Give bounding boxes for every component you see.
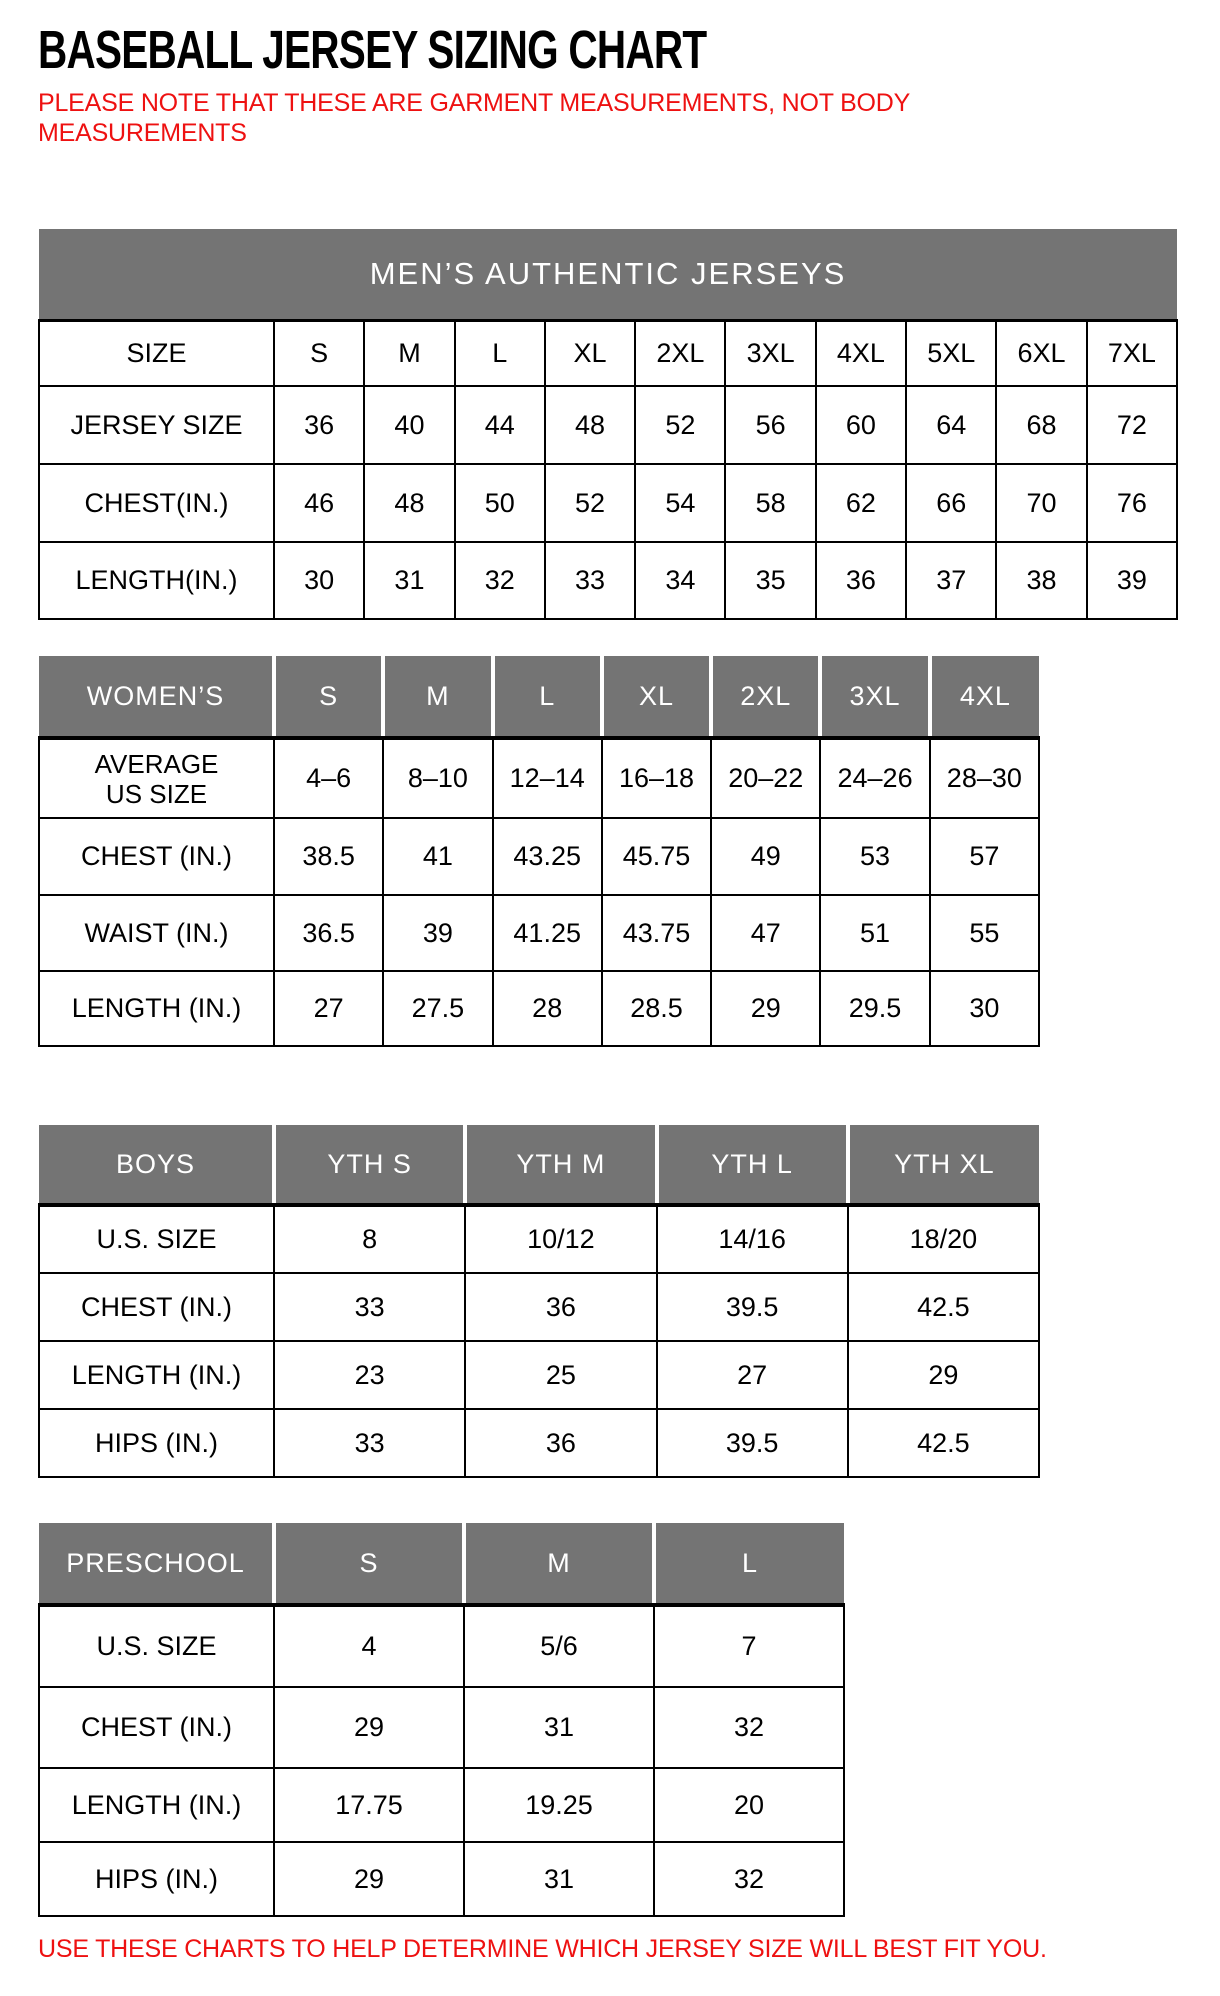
- size-value-cell: 48: [545, 386, 635, 464]
- size-value-cell: 43.75: [602, 895, 711, 971]
- size-value-cell: 57: [930, 818, 1039, 895]
- size-value-cell: 32: [455, 542, 545, 619]
- sizing-table: [38, 1523, 845, 1917]
- size-value-cell: 29: [274, 1842, 464, 1916]
- column-header: L: [654, 1523, 844, 1605]
- size-value-cell: 39: [383, 895, 492, 971]
- size-value-cell: 27: [274, 971, 383, 1046]
- group-header-label: WOMEN’S: [39, 656, 274, 738]
- size-value-cell: 2XL: [635, 320, 725, 386]
- size-value-cell: 5XL: [906, 320, 996, 386]
- size-value-cell: 4XL: [816, 320, 906, 386]
- size-value-cell: 52: [545, 464, 635, 542]
- size-value-cell: 52: [635, 386, 725, 464]
- column-header: L: [493, 656, 602, 738]
- size-value-cell: 72: [1087, 386, 1177, 464]
- size-value-cell: 19.25: [464, 1768, 654, 1842]
- size-value-cell: 7XL: [1087, 320, 1177, 386]
- size-value-cell: 36: [274, 386, 364, 464]
- size-value-cell: 36: [465, 1273, 656, 1341]
- table-row: [39, 464, 1177, 542]
- size-value-cell: 38: [996, 542, 1086, 619]
- size-value-cell: 35: [725, 542, 815, 619]
- size-value-cell: 44: [455, 386, 545, 464]
- size-value-cell: 17.75: [274, 1768, 464, 1842]
- size-value-cell: 5/6: [464, 1605, 654, 1687]
- size-value-cell: 43.25: [493, 818, 602, 895]
- table-row: [39, 1842, 844, 1916]
- size-value-cell: 4–6: [274, 738, 383, 818]
- size-value-cell: 76: [1087, 464, 1177, 542]
- row-label: LENGTH (IN.): [39, 1341, 274, 1409]
- table-row: [39, 320, 1177, 386]
- size-value-cell: 25: [465, 1341, 656, 1409]
- table-row: [39, 1687, 844, 1768]
- size-value-cell: 33: [545, 542, 635, 619]
- size-value-cell: 40: [364, 386, 454, 464]
- size-value-cell: 30: [274, 542, 364, 619]
- size-value-cell: 62: [816, 464, 906, 542]
- size-value-cell: 27.5: [383, 971, 492, 1046]
- size-value-cell: 33: [274, 1273, 465, 1341]
- size-value-cell: 39.5: [657, 1273, 848, 1341]
- size-value-cell: 6XL: [996, 320, 1086, 386]
- table-row: [39, 1605, 844, 1687]
- size-value-cell: M: [364, 320, 454, 386]
- size-value-cell: 48: [364, 464, 454, 542]
- size-value-cell: 68: [996, 386, 1086, 464]
- size-value-cell: 46: [274, 464, 364, 542]
- page-title: BASEBALL JERSEY SIZING CHART: [38, 20, 707, 80]
- row-label: CHEST (IN.): [39, 818, 274, 895]
- size-value-cell: 49: [711, 818, 820, 895]
- size-value-cell: 4: [274, 1605, 464, 1687]
- size-value-cell: 50: [455, 464, 545, 542]
- column-header: S: [274, 1523, 464, 1605]
- row-label: AVERAGE US SIZE: [39, 738, 274, 818]
- table-row: [39, 738, 1039, 818]
- size-value-cell: 39.5: [657, 1409, 848, 1477]
- size-value-cell: 36.5: [274, 895, 383, 971]
- table-banner: MEN’S AUTHENTIC JERSEYS: [39, 229, 1177, 320]
- column-header: YTH M: [465, 1125, 656, 1205]
- row-label: U.S. SIZE: [39, 1605, 274, 1687]
- mens-authentic-jerseys-table: [38, 229, 1220, 620]
- size-value-cell: 16–18: [602, 738, 711, 818]
- row-label: JERSEY SIZE: [39, 386, 274, 464]
- size-value-cell: 33: [274, 1409, 465, 1477]
- size-value-cell: 28–30: [930, 738, 1039, 818]
- size-value-cell: 12–14: [493, 738, 602, 818]
- size-value-cell: 70: [996, 464, 1086, 542]
- row-label: LENGTH(IN.): [39, 542, 274, 619]
- table-row: [39, 1341, 1039, 1409]
- size-value-cell: 42.5: [848, 1273, 1039, 1341]
- table-row: [39, 386, 1177, 464]
- size-value-cell: 10/12: [465, 1205, 656, 1273]
- sizing-table: [38, 656, 1040, 1047]
- size-value-cell: 31: [464, 1842, 654, 1916]
- boys-sizing-table: [38, 1125, 1220, 1478]
- row-label: LENGTH (IN.): [39, 971, 274, 1046]
- womens-sizing-table: [38, 656, 1220, 1047]
- row-label: LENGTH (IN.): [39, 1768, 274, 1842]
- column-header: M: [464, 1523, 654, 1605]
- row-label: CHEST(IN.): [39, 464, 274, 542]
- size-value-cell: XL: [545, 320, 635, 386]
- column-header: YTH XL: [848, 1125, 1039, 1205]
- row-label: HIPS (IN.): [39, 1842, 274, 1916]
- size-value-cell: 32: [654, 1687, 844, 1768]
- column-header: M: [383, 656, 492, 738]
- table-row: [39, 895, 1039, 971]
- size-value-cell: 24–26: [820, 738, 929, 818]
- size-value-cell: 55: [930, 895, 1039, 971]
- size-value-cell: 20: [654, 1768, 844, 1842]
- group-header-label: PRESCHOOL: [39, 1523, 274, 1605]
- size-value-cell: 56: [725, 386, 815, 464]
- size-value-cell: 64: [906, 386, 996, 464]
- size-value-cell: 45.75: [602, 818, 711, 895]
- size-value-cell: 29: [711, 971, 820, 1046]
- sizing-table: [38, 229, 1178, 620]
- size-value-cell: 36: [816, 542, 906, 619]
- table-row: [39, 818, 1039, 895]
- size-value-cell: 29: [848, 1341, 1039, 1409]
- size-value-cell: 23: [274, 1341, 465, 1409]
- size-value-cell: 28.5: [602, 971, 711, 1046]
- table-banner-row: [39, 229, 1177, 320]
- row-label: U.S. SIZE: [39, 1205, 274, 1273]
- size-value-cell: 31: [364, 542, 454, 619]
- column-header: YTH L: [657, 1125, 848, 1205]
- size-value-cell: 28: [493, 971, 602, 1046]
- size-value-cell: 32: [654, 1842, 844, 1916]
- size-value-cell: 31: [464, 1687, 654, 1768]
- size-value-cell: 47: [711, 895, 820, 971]
- row-label: WAIST (IN.): [39, 895, 274, 971]
- column-header: YTH S: [274, 1125, 465, 1205]
- table-row: [39, 1205, 1039, 1273]
- size-value-cell: 30: [930, 971, 1039, 1046]
- row-label: HIPS (IN.): [39, 1409, 274, 1477]
- row-label: CHEST (IN.): [39, 1273, 274, 1341]
- size-value-cell: 29.5: [820, 971, 929, 1046]
- size-value-cell: 39: [1087, 542, 1177, 619]
- table-row: [39, 1409, 1039, 1477]
- preschool-sizing-table: [38, 1523, 1220, 1917]
- size-value-cell: 37: [906, 542, 996, 619]
- size-value-cell: 41.25: [493, 895, 602, 971]
- table-header-row: [39, 1125, 1039, 1205]
- garment-measurement-note: PLEASE NOTE THAT THESE ARE GARMENT MEASUREMENTS, NOT BODY MEASUREMENTS: [38, 89, 910, 147]
- size-value-cell: 60: [816, 386, 906, 464]
- size-value-cell: L: [455, 320, 545, 386]
- size-value-cell: 8: [274, 1205, 465, 1273]
- table-row: [39, 1273, 1039, 1341]
- size-value-cell: 38.5: [274, 818, 383, 895]
- column-header: 4XL: [930, 656, 1039, 738]
- size-value-cell: 66: [906, 464, 996, 542]
- size-value-cell: 42.5: [848, 1409, 1039, 1477]
- column-header: 3XL: [820, 656, 929, 738]
- size-value-cell: 14/16: [657, 1205, 848, 1273]
- size-value-cell: 34: [635, 542, 725, 619]
- size-value-cell: S: [274, 320, 364, 386]
- table-header-row: [39, 656, 1039, 738]
- table-row: [39, 1768, 844, 1842]
- row-label: SIZE: [39, 320, 274, 386]
- sizing-chart-page: [0, 22, 1220, 1964]
- row-label: CHEST (IN.): [39, 1687, 274, 1768]
- group-header-label: BOYS: [39, 1125, 274, 1205]
- sizing-table: [38, 1125, 1040, 1478]
- size-value-cell: 7: [654, 1605, 844, 1687]
- size-value-cell: 18/20: [848, 1205, 1039, 1273]
- column-header: S: [274, 656, 383, 738]
- table-header-row: [39, 1523, 844, 1605]
- size-value-cell: 58: [725, 464, 815, 542]
- column-header: 2XL: [711, 656, 820, 738]
- size-value-cell: 54: [635, 464, 725, 542]
- size-value-cell: 53: [820, 818, 929, 895]
- size-value-cell: 51: [820, 895, 929, 971]
- fit-advice-note: USE THESE CHARTS TO HELP DETERMINE WHICH JERSEY SIZE WILL BEST FIT YOU.: [38, 1935, 1047, 1963]
- size-value-cell: 29: [274, 1687, 464, 1768]
- table-row: [39, 542, 1177, 619]
- size-value-cell: 36: [465, 1409, 656, 1477]
- size-value-cell: 41: [383, 818, 492, 895]
- size-value-cell: 3XL: [725, 320, 815, 386]
- column-header: XL: [602, 656, 711, 738]
- size-value-cell: 20–22: [711, 738, 820, 818]
- size-value-cell: 27: [657, 1341, 848, 1409]
- table-row: [39, 971, 1039, 1046]
- size-value-cell: 8–10: [383, 738, 492, 818]
